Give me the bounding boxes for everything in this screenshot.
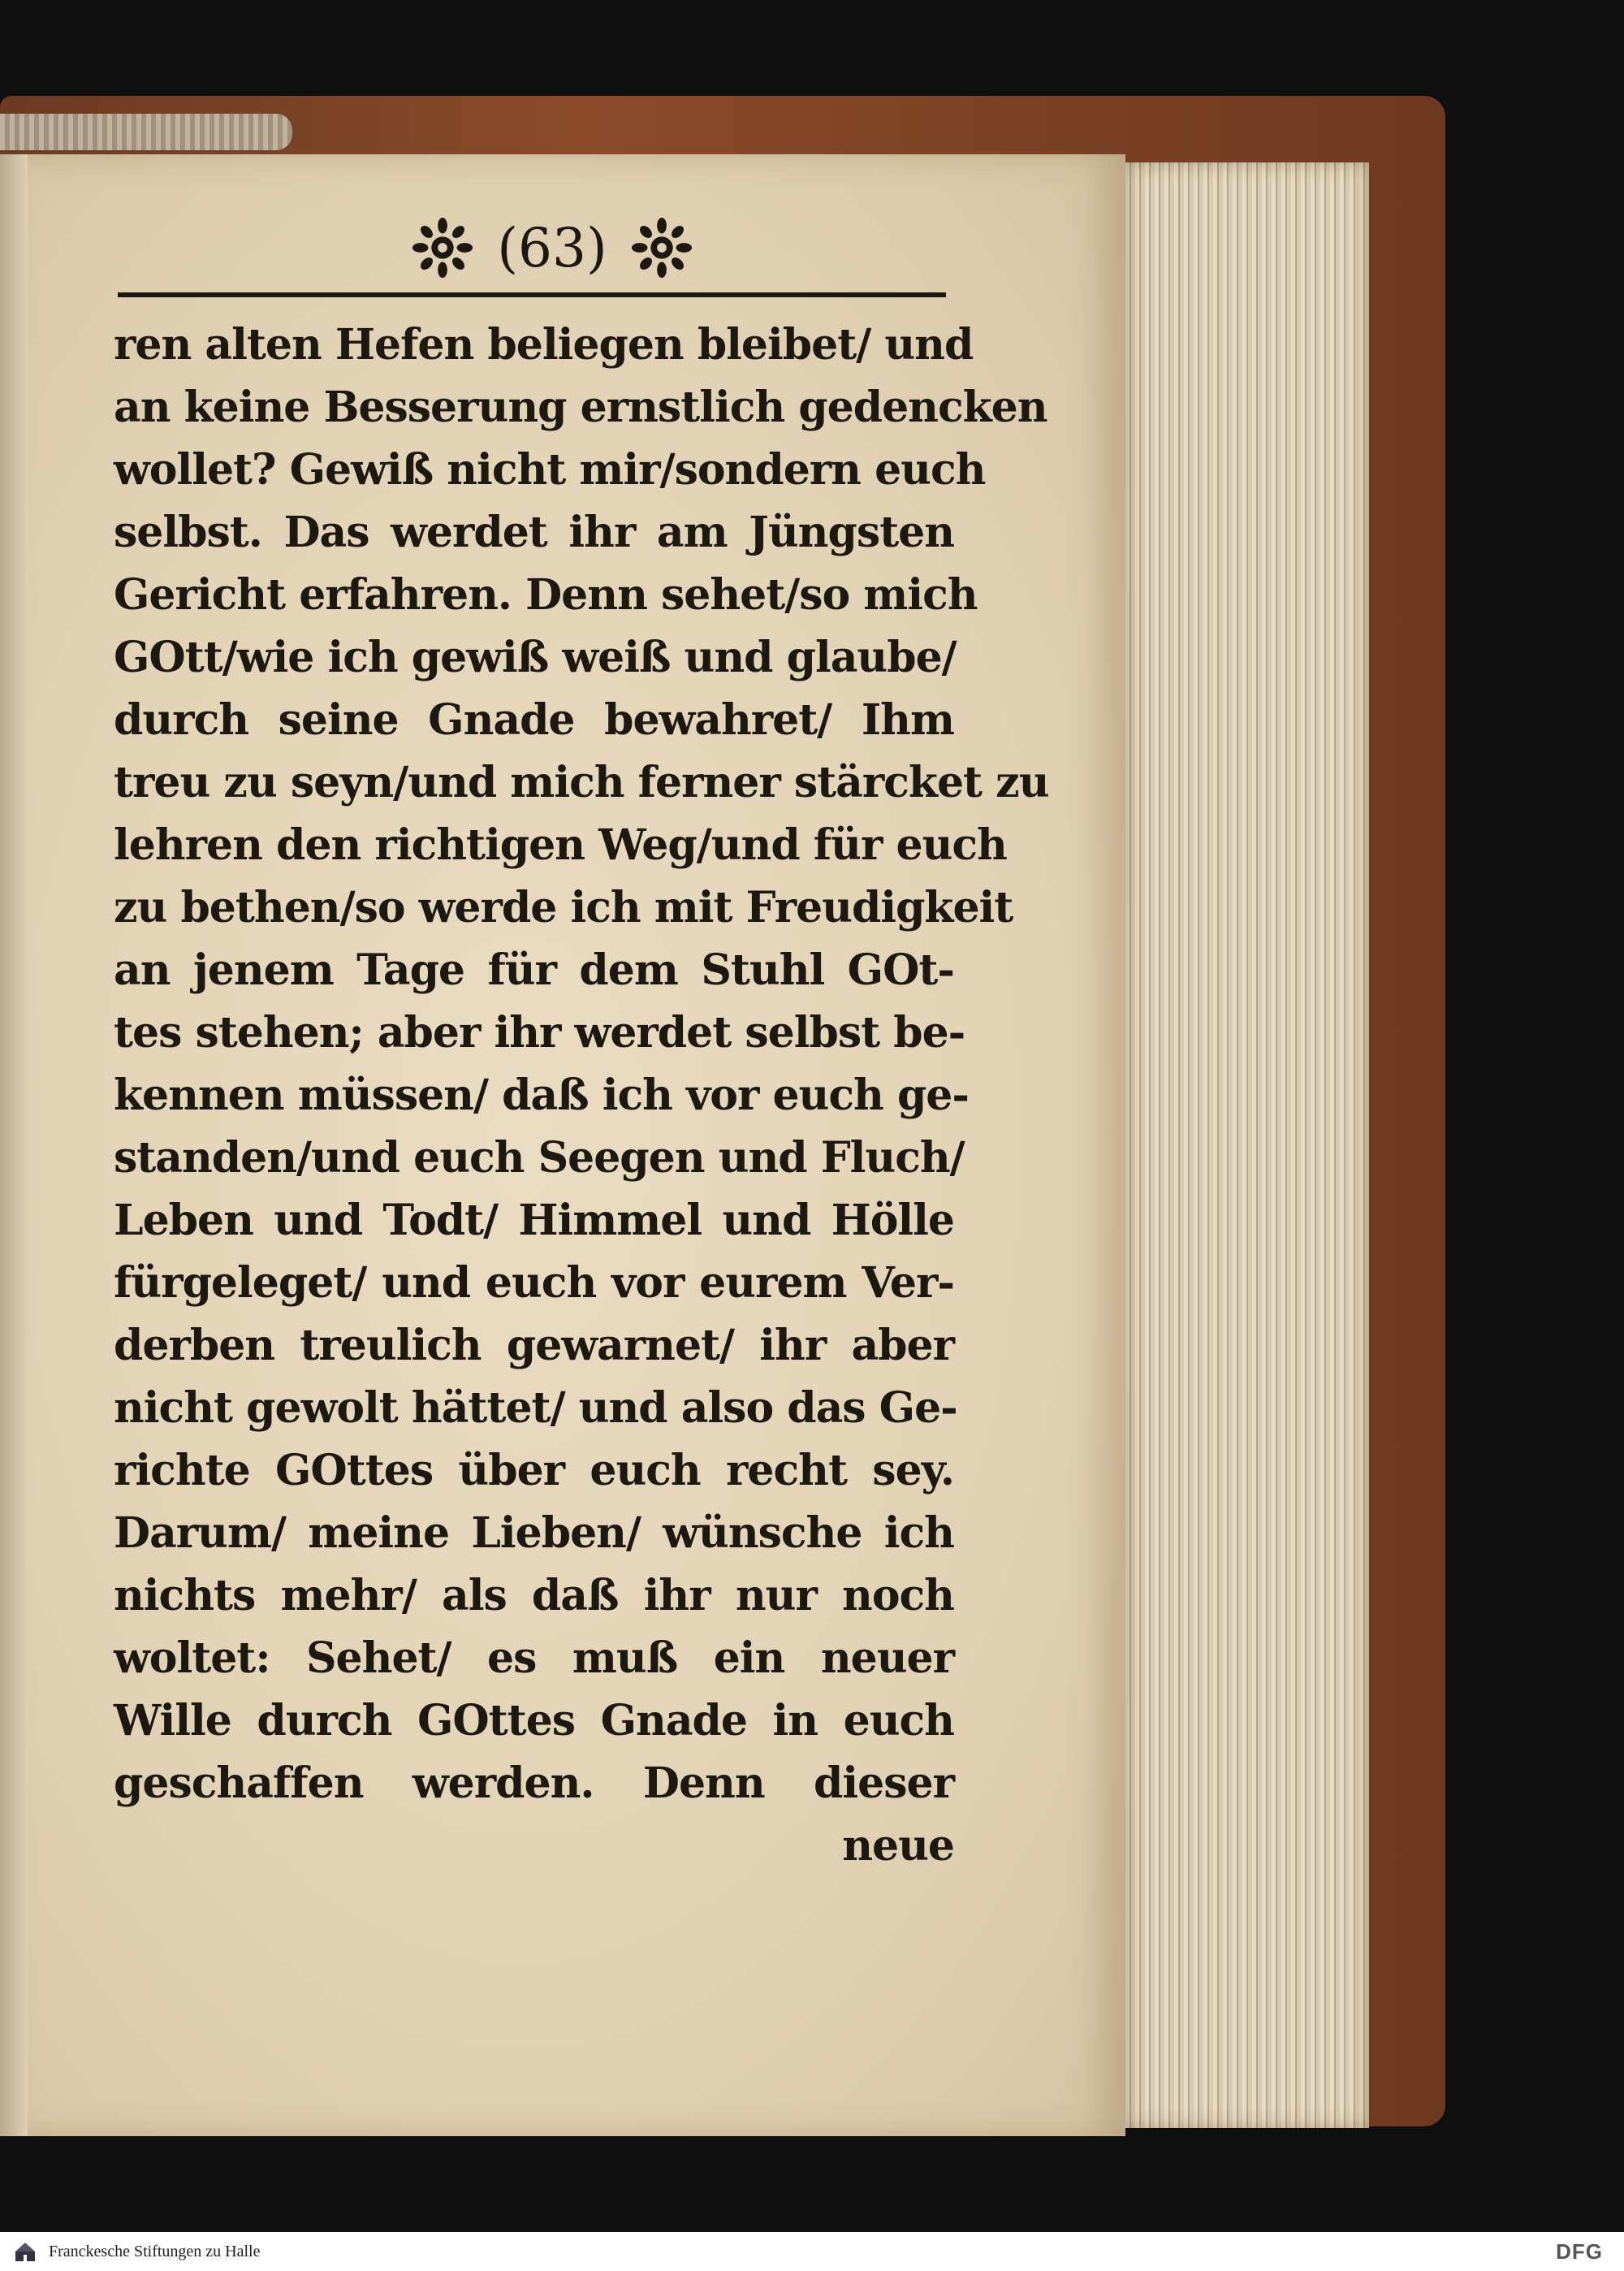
institution-logo-icon <box>11 2238 39 2265</box>
institution-name: Franckesche Stiftungen zu Halle <box>49 2242 261 2260</box>
text-line: zu bethen/so werde ich mit Freudigkeit <box>114 883 1013 932</box>
text-line: woltet: Sehet/ es muß ein neuer <box>114 1633 954 1683</box>
text-line: an jenem Tage für dem Stuhl GOt- <box>114 945 954 995</box>
header-rule <box>118 292 946 297</box>
text-line: tes stehen; aber ihr werdet selbst be- <box>114 1008 965 1058</box>
text-line: Darum/ meine Lieben/ wünsche ich <box>114 1508 954 1558</box>
text-line: richte GOttes über euch recht sey. <box>114 1446 954 1495</box>
page-gutter <box>0 154 28 2136</box>
text-line: fürgeleget/ und euch vor eurem Ver- <box>114 1258 954 1308</box>
text-line: treu zu seyn/und mich ferner stärcket zu <box>114 758 1049 807</box>
text-line: kennen müssen/ daß ich vor euch ge- <box>114 1071 969 1120</box>
text-line: selbst. Das werdet ihr am Jüngsten <box>114 508 954 557</box>
text-line: derben treulich gewarnet/ ihr aber <box>114 1321 954 1370</box>
catchword: neue <box>842 1821 954 1871</box>
flower-ornament-icon <box>630 216 693 279</box>
text-line: ren alten Hefen beliegen bleibet/ und <box>114 320 974 370</box>
text-line: GOtt/wie ich gewiß weiß und glaube/ <box>114 633 957 682</box>
text-line: lehren den richtigen Weg/und für euch <box>114 820 1007 870</box>
text-line: geschaffen werden. Denn dieser <box>114 1758 954 1808</box>
page-fore-edge <box>1125 162 1369 2128</box>
viewer-footer <box>0 2232 1624 2271</box>
flower-ornament-icon <box>411 216 474 279</box>
text-line: wollet? Gewiß nicht mir/sondern euch <box>114 445 986 495</box>
body-text <box>114 314 1049 1877</box>
text-line: nichts mehr/ als daß ihr nur noch <box>114 1571 954 1620</box>
text-line: an keine Besserung ernstlich gedencken <box>114 383 1047 432</box>
text-line: Wille durch GOttes Gnade in euch <box>114 1696 954 1745</box>
page-header <box>382 203 723 292</box>
page-number: (63) <box>497 216 607 279</box>
text-line: standen/und euch Seegen und Fluch/ <box>114 1133 965 1183</box>
text-line: nicht gewolt hättet/ und also das Ge- <box>114 1383 957 1433</box>
text-line: durch seine Gnade bewahret/ Ihm <box>114 695 954 745</box>
text-line: Gericht erfahren. Denn sehet/so mich <box>114 570 978 620</box>
text-line: Leben und Todt/ Himmel und Hölle <box>114 1196 954 1245</box>
dfg-logo: DFG <box>1556 2239 1603 2264</box>
spine-headband <box>0 114 292 150</box>
